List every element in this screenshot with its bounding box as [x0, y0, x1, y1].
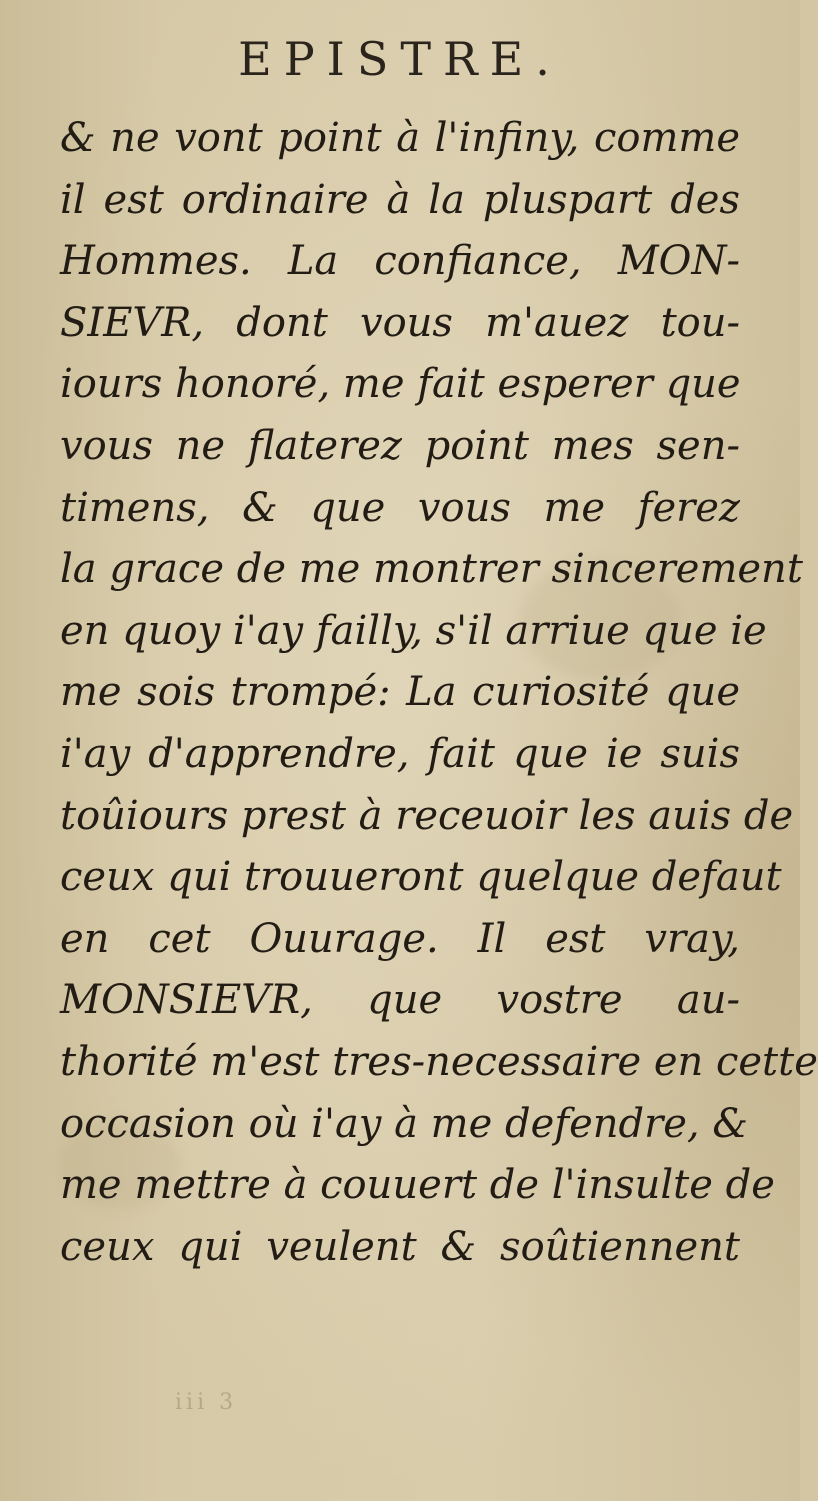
text-line: ceux qui veulent & soûtiennent: [60, 1223, 740, 1270]
text-line: MONSIEVR, que vostre au-: [60, 977, 740, 1024]
text-line: ceux qui trouueront quelque defaut: [60, 854, 782, 901]
text-line: iours honoré, me fait esperer que: [60, 361, 741, 408]
body-text: [60, 108, 818, 1278]
text-line: en cet Ouurage. Il est vray,: [60, 915, 740, 962]
running-head: EPISTRE.: [238, 32, 562, 86]
text-line: SIEVR, dont vous m'auez tou-: [60, 299, 740, 346]
text-line: Hommes. La confiance, MON-: [60, 238, 740, 285]
text-line: & ne vont point à l'infiny, comme: [60, 115, 740, 161]
text-line: vous ne flaterez point mes sen-: [60, 422, 740, 469]
text-line: me mettre à couuert de l'insulte de: [60, 1162, 775, 1209]
text-line: i'ay d'apprendre, fait que ie suis: [60, 730, 740, 777]
text-line: timens, & que vous me ferez: [60, 484, 740, 531]
text-line: la grace de me montrer sincerement: [60, 546, 803, 593]
signature-mark: iii 3: [175, 1390, 238, 1415]
text-line: me sois trompé: La curiosité que: [60, 669, 740, 716]
text-line: en quoy i'ay failly, s'il arriue que ie: [60, 607, 767, 654]
text-line: toûiours prest à receuoir les auis de: [60, 792, 794, 839]
text-line: occasion où i'ay à me defendre, &: [60, 1100, 748, 1147]
text-line: thorité m'est tres-necessaire en cette: [60, 1038, 818, 1085]
text-line: il est ordinaire à la plusp​art des: [60, 176, 740, 223]
